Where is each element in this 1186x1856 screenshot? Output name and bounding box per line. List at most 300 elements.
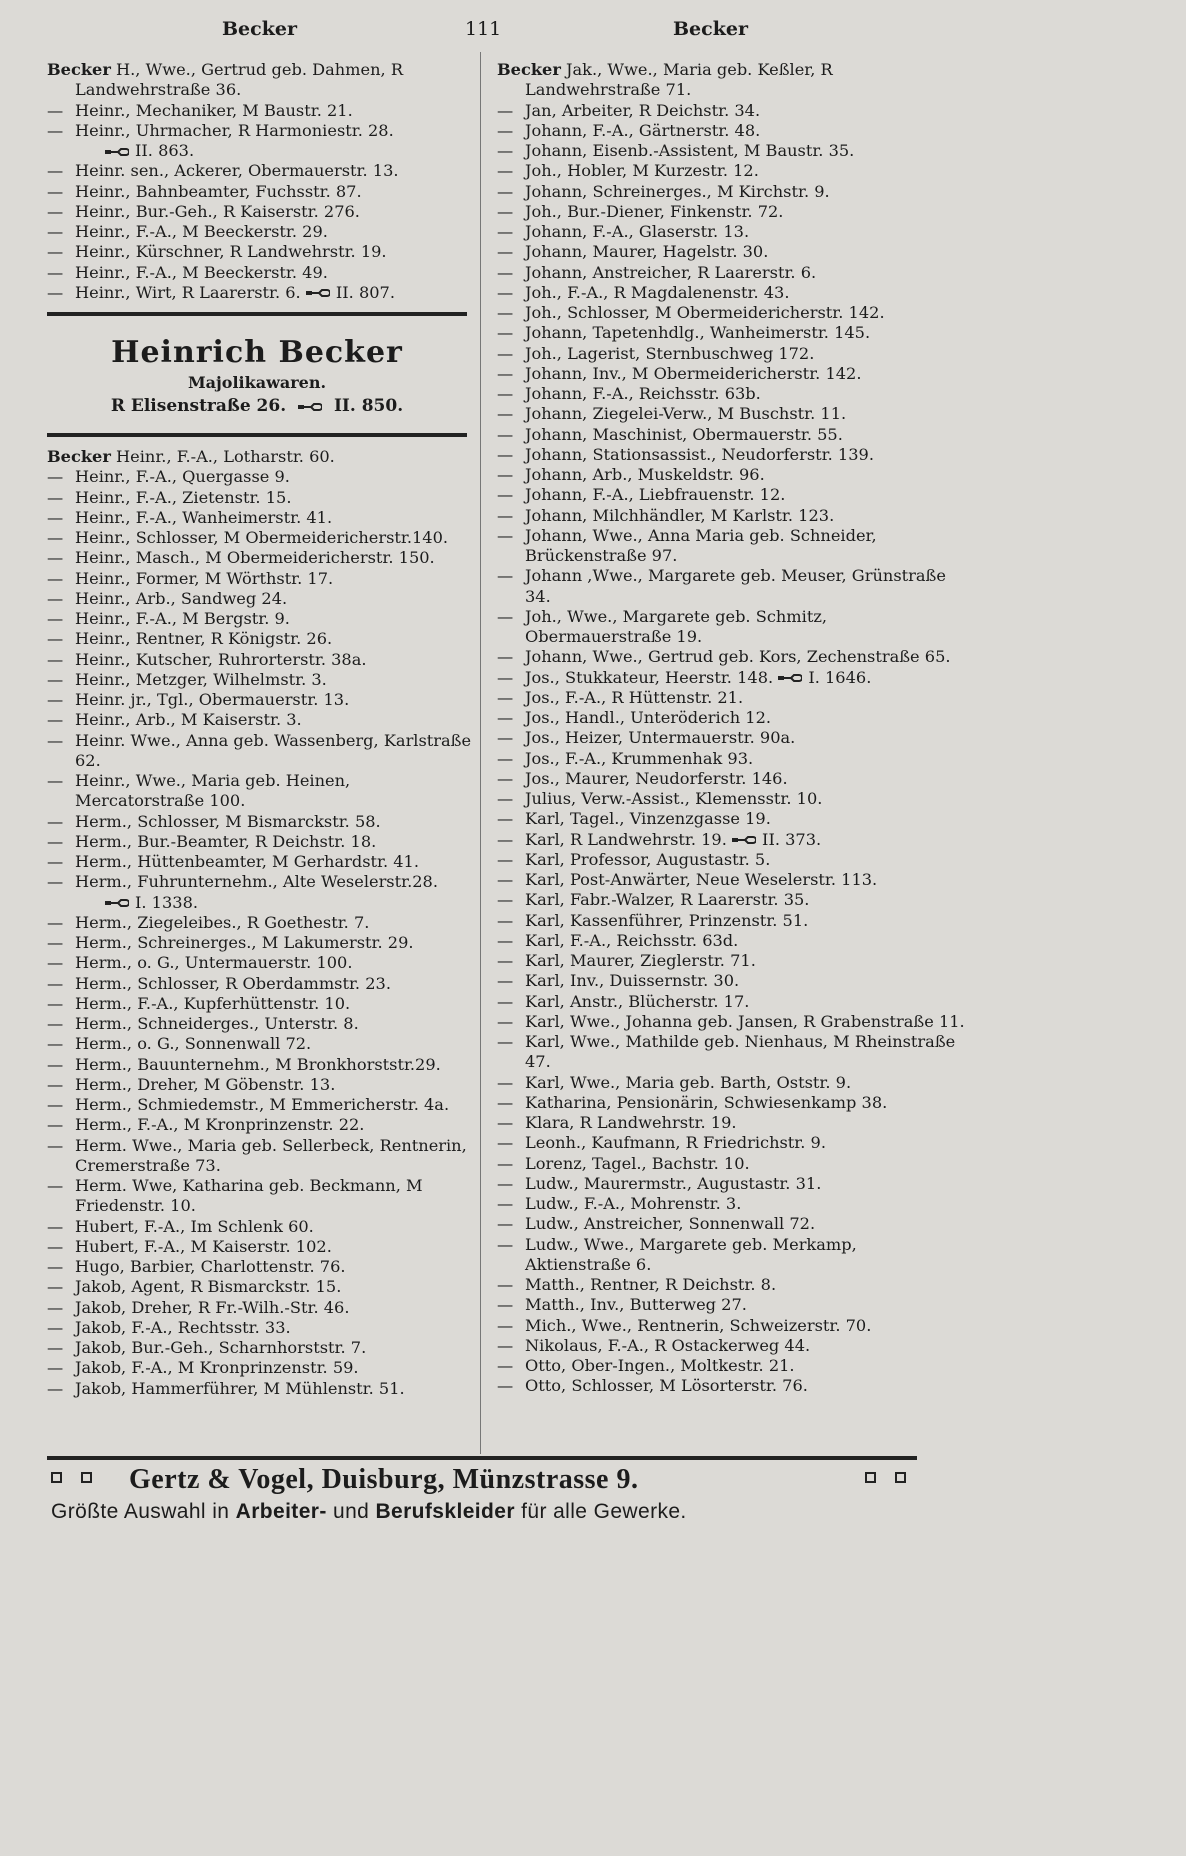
entry-text: Johann, Ziegelei-Verw., M Buschstr. 11. bbox=[525, 404, 847, 424]
entry-text: Karl, Inv., Duissernstr. 30. bbox=[525, 971, 740, 991]
entry-text: Karl, Wwe., Mathilde geb. Nienhaus, M Rheinstraße 47. bbox=[525, 1032, 956, 1072]
entry-text: Karl, Tagel., Vinzenzgasse 19. bbox=[525, 809, 771, 829]
entry-text: Herm., Hüttenbeamter, M Gerhardstr. 41. bbox=[75, 852, 420, 871]
entry-text: Matth., Rentner, R Deichstr. 8. bbox=[525, 1275, 777, 1294]
directory-entry bbox=[497, 1133, 967, 1153]
ditto-dash: — bbox=[497, 971, 514, 991]
directory-entry bbox=[47, 771, 472, 812]
entry-text: Johann, F.-A., Reichsstr. 63b. bbox=[525, 384, 761, 403]
directory-entry bbox=[47, 1217, 472, 1237]
ditto-dash: — bbox=[497, 424, 514, 444]
directory-entry bbox=[47, 690, 472, 710]
entry-text: Heinr. sen., Ackerer, Obermauerstr. 13. bbox=[75, 161, 399, 181]
directory-entry bbox=[497, 1174, 967, 1194]
ditto-dash: — bbox=[47, 1358, 64, 1378]
entry-text: Herm., Dreher, M Göbenstr. 13. bbox=[75, 1074, 336, 1094]
directory-entry bbox=[497, 1336, 967, 1356]
ditto-dash: — bbox=[497, 687, 514, 707]
entry-text: Karl, Professor, Augustastr. 5. bbox=[525, 849, 771, 869]
ditto-dash: — bbox=[497, 525, 514, 545]
entry-text: Johann, F.-A., Liebfrauenstr. 12. bbox=[525, 485, 786, 505]
directory-entry bbox=[47, 589, 472, 609]
entry-text: Johann, Maschinist, Obermauerstr. 55. bbox=[525, 424, 843, 444]
entry-text: Lorenz, Tagel., Bachstr. 10. bbox=[525, 1153, 750, 1173]
directory-entry bbox=[497, 404, 967, 424]
ditto-dash: — bbox=[47, 993, 64, 1013]
entry-text: Ludw., Wwe., Margarete geb. Merkamp, Aktienstraße 6. bbox=[525, 1234, 857, 1274]
slogan-part-2: und bbox=[326, 1500, 376, 1523]
ditto-dash: — bbox=[47, 852, 64, 871]
entry-text: Herm., F.-A., Kupferhüttenstr. 10. bbox=[75, 993, 351, 1013]
ditto-dash: — bbox=[497, 303, 514, 322]
ditto-dash: — bbox=[497, 1335, 514, 1355]
ditto-dash: — bbox=[47, 649, 64, 669]
ditto-dash: — bbox=[497, 404, 514, 424]
ditto-dash: — bbox=[497, 444, 514, 464]
directory-entry bbox=[47, 731, 472, 772]
square-ornament-icon bbox=[81, 1472, 92, 1483]
ditto-dash: — bbox=[497, 1376, 514, 1396]
directory-entry bbox=[497, 161, 967, 181]
ditto-dash: — bbox=[47, 1014, 64, 1033]
directory-entry bbox=[497, 121, 967, 141]
entry-text: Jakob, Agent, R Bismarckstr. 15. bbox=[75, 1277, 342, 1297]
entry-text: Jakob, Dreher, R Fr.-Wilh.-Str. 46. bbox=[75, 1297, 350, 1317]
directory-entry bbox=[497, 182, 967, 202]
directory-entry bbox=[47, 488, 472, 508]
directory-entry bbox=[497, 263, 967, 283]
directory-entry bbox=[47, 1358, 472, 1378]
entry-text: Otto, Schlosser, M Lösorterstr. 76. bbox=[525, 1376, 808, 1396]
ditto-dash: — bbox=[497, 242, 514, 262]
entry-text: Joh., Bur.-Diener, Finkenstr. 72. bbox=[525, 201, 784, 221]
ditto-dash: — bbox=[47, 730, 64, 750]
directory-entry bbox=[47, 1318, 472, 1338]
entry-text: Herm., Bur.-Beamter, R Deichstr. 18. bbox=[75, 831, 377, 851]
ditto-dash: — bbox=[47, 872, 64, 892]
phone-number: II. 863. bbox=[135, 141, 195, 160]
directory-entry bbox=[47, 1115, 472, 1135]
directory-entry bbox=[497, 344, 967, 364]
ditto-dash: — bbox=[497, 1315, 514, 1335]
ditto-dash: — bbox=[497, 465, 514, 484]
directory-entry bbox=[497, 1295, 967, 1315]
directory-entry bbox=[47, 1277, 472, 1297]
directory-entry bbox=[497, 1316, 967, 1336]
ditto-dash: — bbox=[47, 181, 64, 201]
directory-entry bbox=[497, 1073, 967, 1093]
entry-text: Jos., Maurer, Neudorferstr. 146. bbox=[525, 768, 788, 788]
ad-address-line bbox=[47, 394, 467, 418]
ditto-dash: — bbox=[47, 912, 64, 932]
entry-text: Matth., Inv., Butterweg 27. bbox=[525, 1295, 747, 1315]
ditto-dash: — bbox=[497, 768, 514, 788]
entry-text: Johann, Arb., Muskeldstr. 96. bbox=[525, 465, 765, 484]
directory-entry bbox=[497, 222, 967, 242]
right-entries bbox=[497, 60, 967, 1397]
ditto-dash: — bbox=[497, 120, 514, 140]
ditto-dash: — bbox=[497, 1032, 514, 1051]
ditto-dash: — bbox=[497, 485, 514, 505]
entry-text: Ludw., Anstreicher, Sonnenwall 72. bbox=[525, 1214, 816, 1234]
phone-number-line bbox=[47, 893, 472, 913]
right-column bbox=[497, 60, 967, 1397]
ditto-dash: — bbox=[497, 647, 514, 667]
entry-text: Heinr., Metzger, Wilhelmstr. 3. bbox=[75, 669, 327, 689]
directory-entry bbox=[497, 526, 967, 567]
ad-address: R Elisenstraße 26. bbox=[110, 396, 287, 416]
ditto-dash: — bbox=[47, 1216, 64, 1236]
directory-entry bbox=[497, 242, 967, 262]
entry-text: Heinr., Bur.-Geh., R Kaiserstr. 276. bbox=[75, 201, 360, 221]
directory-entry bbox=[497, 1235, 967, 1276]
entry-text: Johann, Maurer, Hagelstr. 30. bbox=[525, 242, 769, 262]
entry-text: Heinr., F.-A., Lotharstr. 60. bbox=[116, 447, 335, 466]
ditto-dash: — bbox=[497, 708, 514, 727]
directory-entry bbox=[47, 629, 472, 649]
ditto-dash: — bbox=[497, 1356, 514, 1375]
entry-text: Karl, F.-A., Reichsstr. 63d. bbox=[525, 930, 739, 950]
left-entries-top bbox=[47, 60, 472, 303]
entry-text: Hugo, Barbier, Charlottenstr. 76. bbox=[75, 1257, 346, 1276]
directory-entry bbox=[47, 242, 472, 262]
entry-text: Heinr., Wwe., Maria geb. Heinen, Mercatorstraße 100. bbox=[75, 771, 351, 811]
directory-entry bbox=[47, 1237, 472, 1257]
ditto-dash: — bbox=[47, 100, 64, 120]
entry-text: Herm., Bauunternehm., M Bronkhorststr.29. bbox=[75, 1054, 441, 1074]
entry-text: Herm., Schlosser, R Oberdammstr. 23. bbox=[75, 973, 391, 993]
directory-entry bbox=[47, 263, 472, 283]
entry-text: Karl, Fabr.-Walzer, R Laarerstr. 35. bbox=[525, 890, 810, 910]
entry-text: Herm., o. G., Untermauerstr. 100. bbox=[75, 953, 353, 973]
ditto-dash: — bbox=[497, 384, 514, 403]
ditto-dash: — bbox=[497, 1194, 514, 1213]
directory-entry bbox=[497, 749, 967, 769]
entry-text: Johann, Wwe., Anna Maria geb. Schneider, Brückenstraße 97. bbox=[525, 525, 877, 565]
entry-text: Heinr., Mechaniker, M Baustr. 21. bbox=[75, 100, 353, 120]
directory-entry bbox=[497, 303, 967, 323]
directory-entry bbox=[497, 607, 967, 648]
ditto-dash: — bbox=[497, 667, 514, 687]
ditto-dash: — bbox=[47, 588, 64, 608]
ditto-dash: — bbox=[47, 548, 64, 568]
entry-text: Heinr., Masch., M Obermeidericherstr. 150. bbox=[75, 548, 435, 568]
directory-entry bbox=[47, 1095, 472, 1115]
phone-number-line bbox=[47, 141, 472, 161]
entry-text: Otto, Ober-Ingen., Moltkestr. 21. bbox=[525, 1356, 795, 1375]
ditto-dash: — bbox=[47, 629, 64, 649]
ditto-dash: — bbox=[47, 953, 64, 973]
directory-entry bbox=[47, 812, 472, 832]
ditto-dash: — bbox=[497, 1113, 514, 1132]
entry-text: Heinr., Former, M Wörthstr. 17. bbox=[75, 568, 334, 588]
entry-text: Herm., Schreinerges., M Lakumerstr. 29. bbox=[75, 933, 414, 952]
left-entries-bottom bbox=[47, 447, 472, 1399]
ditto-dash: — bbox=[47, 690, 64, 709]
directory-entry bbox=[47, 548, 472, 568]
directory-entry bbox=[497, 364, 967, 384]
phone-number: I. 1338. bbox=[135, 892, 199, 912]
ad-business: Majolikawaren. bbox=[187, 373, 327, 392]
entry-text: Johann, Wwe., Gertrud geb. Kors, Zechenstraße 65. bbox=[525, 647, 951, 667]
directory-entry bbox=[497, 445, 967, 465]
entry-text: Heinr., Wirt, R Laarerstr. 6. bbox=[75, 282, 301, 302]
directory-entry bbox=[497, 992, 967, 1012]
directory-entry bbox=[497, 789, 967, 809]
ditto-dash: — bbox=[497, 1092, 514, 1112]
phone-number: II. 807. bbox=[335, 282, 395, 302]
directory-entry bbox=[47, 852, 472, 872]
directory-entry bbox=[497, 1356, 967, 1376]
entry-text: Jak., Wwe., Maria geb. Keßler, R Landwehrstraße 71. bbox=[525, 60, 833, 100]
ditto-dash: — bbox=[47, 282, 64, 302]
ditto-dash: — bbox=[497, 1153, 514, 1173]
page-header bbox=[0, 18, 1002, 46]
directory-entry bbox=[497, 708, 967, 728]
entry-text: Johann, Anstreicher, R Laarerstr. 6. bbox=[525, 262, 817, 282]
entry-text: Herm., Schmiedemstr., M Emmericherstr. 4a. bbox=[75, 1095, 450, 1114]
directory-entry bbox=[497, 384, 967, 404]
ditto-dash: — bbox=[47, 1277, 64, 1297]
ditto-dash: — bbox=[497, 829, 514, 849]
ditto-dash: — bbox=[47, 222, 64, 241]
entry-text: Jos., F.-A., R Hüttenstr. 21. bbox=[525, 687, 744, 707]
ditto-dash: — bbox=[47, 831, 64, 851]
directory-entry bbox=[47, 182, 472, 202]
entry-text: Hubert, F.-A., Im Schlenk 60. bbox=[75, 1216, 314, 1236]
entry-text: Heinr., Rentner, R Königstr. 26. bbox=[75, 629, 333, 649]
directory-entry bbox=[47, 609, 472, 629]
directory-entry bbox=[497, 1093, 967, 1113]
ditto-dash: — bbox=[47, 1115, 64, 1135]
ditto-dash: — bbox=[47, 161, 64, 181]
directory-entry bbox=[47, 913, 472, 933]
entry-text: Johann, Inv., M Obermeidericherstr. 142. bbox=[525, 363, 862, 383]
entry-text: Nikolaus, F.-A., R Ostackerweg 44. bbox=[525, 1335, 811, 1355]
entry-text: Jos., Handl., Unteröderich 12. bbox=[525, 708, 772, 727]
entry-text: Mich., Wwe., Rentnerin, Schweizerstr. 70. bbox=[525, 1315, 872, 1335]
directory-entry bbox=[47, 528, 472, 548]
ditto-dash: — bbox=[497, 161, 514, 181]
directory-entry bbox=[497, 971, 967, 991]
ditto-dash: — bbox=[497, 262, 514, 282]
slogan-bold-1: Arbeiter- bbox=[235, 1500, 327, 1523]
directory-entry bbox=[497, 566, 967, 607]
ditto-dash: — bbox=[497, 1234, 514, 1254]
ditto-dash: — bbox=[497, 1214, 514, 1234]
entry-text: Johann, F.-A., Gärtnerstr. 48. bbox=[525, 120, 761, 140]
directory-entry bbox=[497, 283, 967, 303]
directory-entry bbox=[47, 569, 472, 589]
ditto-dash: — bbox=[47, 467, 64, 487]
entry-text: Joh., Lagerist, Sternbuschweg 172. bbox=[525, 343, 815, 363]
entry-surname: Becker bbox=[497, 60, 561, 79]
entry-text: Heinr., Arb., M Kaiserstr. 3. bbox=[75, 710, 302, 730]
entry-text: Leonh., Kaufmann, R Friedrichstr. 9. bbox=[525, 1133, 827, 1153]
entry-text: Johann, Tapetenhdlg., Wanheimerstr. 145. bbox=[525, 323, 871, 343]
directory-entry bbox=[497, 101, 967, 121]
ditto-dash: — bbox=[47, 1338, 64, 1357]
directory-entry bbox=[47, 710, 472, 730]
ditto-dash: — bbox=[47, 609, 64, 628]
directory-entry bbox=[497, 1113, 967, 1133]
ditto-dash: — bbox=[47, 1095, 64, 1114]
entry-text: Heinr., F.-A., M Beeckerstr. 29. bbox=[75, 222, 328, 241]
directory-entry bbox=[497, 809, 967, 829]
directory-entry bbox=[47, 650, 472, 670]
directory-entry bbox=[497, 141, 967, 161]
directory-entry bbox=[497, 485, 967, 505]
directory-entry bbox=[497, 769, 967, 789]
directory-entry bbox=[47, 60, 472, 101]
ad-phone: II. 850. bbox=[333, 396, 404, 416]
ditto-dash: — bbox=[47, 1257, 64, 1276]
directory-entry bbox=[47, 1257, 472, 1277]
entry-text: Karl, Kassenführer, Prinzenstr. 51. bbox=[525, 910, 809, 930]
entry-text: Heinr. Wwe., Anna geb. Wassenberg, Karlstraße 62. bbox=[75, 730, 472, 770]
ditto-dash: — bbox=[47, 201, 64, 221]
ditto-dash: — bbox=[47, 771, 64, 790]
footer-rule bbox=[47, 1456, 917, 1460]
ditto-dash: — bbox=[47, 487, 64, 507]
entry-text: Karl, Wwe., Johanna geb. Jansen, R Grabenstraße 11. bbox=[525, 1011, 965, 1031]
slogan-bold-2: Berufskleider bbox=[375, 1500, 515, 1523]
entry-text: Heinr., F.-A., Wanheimerstr. 41. bbox=[75, 507, 333, 527]
ditto-dash: — bbox=[47, 120, 64, 140]
ditto-dash: — bbox=[497, 809, 514, 829]
directory-entry bbox=[497, 1214, 967, 1234]
directory-entry bbox=[47, 283, 472, 303]
header-left-surname: Becker bbox=[222, 18, 297, 40]
directory-entry bbox=[497, 1194, 967, 1214]
footer-company: Gertz & Vogel, Duisburg, Münzstrasse 9. bbox=[129, 1464, 639, 1495]
entry-text: Heinr., Bahnbeamter, Fuchsstr. 87. bbox=[75, 181, 362, 201]
directory-entry bbox=[47, 447, 472, 467]
entry-text: Jakob, Bur.-Geh., Scharnhorststr. 7. bbox=[75, 1338, 367, 1357]
ditto-dash: — bbox=[497, 343, 514, 363]
entry-text: Johann, Schreinerges., M Kirchstr. 9. bbox=[525, 181, 830, 201]
entry-text: Karl, R Landwehrstr. 19. bbox=[525, 829, 727, 849]
entry-surname: Becker bbox=[47, 60, 111, 79]
directory-entry bbox=[497, 323, 967, 343]
ditto-dash: — bbox=[497, 951, 514, 970]
telephone-hand-icon bbox=[778, 673, 802, 683]
ditto-dash: — bbox=[47, 710, 64, 730]
entry-text: Karl, Post-Anwärter, Neue Weselerstr. 113. bbox=[525, 870, 878, 889]
telephone-hand-icon bbox=[306, 288, 330, 298]
directory-entry bbox=[47, 1075, 472, 1095]
telephone-hand-icon bbox=[732, 835, 756, 845]
directory-entry bbox=[47, 933, 472, 953]
entry-text: Heinr., Kutscher, Ruhrorterstr. 38a. bbox=[75, 649, 367, 669]
entry-text: Heinr., F.-A., Quergasse 9. bbox=[75, 467, 290, 487]
directory-entry bbox=[497, 951, 967, 971]
directory-entry bbox=[47, 953, 472, 973]
directory-entry bbox=[497, 830, 967, 850]
ditto-dash: — bbox=[497, 1173, 514, 1193]
entry-text: Joh., Wwe., Margarete geb. Schmitz, Obermauerstraße 19. bbox=[525, 606, 828, 646]
ditto-dash: — bbox=[497, 930, 514, 950]
header-right-surname: Becker bbox=[673, 18, 748, 40]
entry-text: Heinr. jr., Tgl., Obermauerstr. 13. bbox=[75, 690, 350, 709]
entry-text: Jakob, F.-A., Rechtsstr. 33. bbox=[75, 1317, 291, 1337]
ditto-dash: — bbox=[497, 728, 514, 748]
ditto-dash: — bbox=[497, 363, 514, 383]
entry-text: Johann, Stationsassist., Neudorferstr. 139. bbox=[525, 444, 874, 464]
ditto-dash: — bbox=[497, 748, 514, 768]
directory-entry bbox=[47, 121, 472, 141]
entry-text: Herm., o. G., Sonnenwall 72. bbox=[75, 1034, 312, 1054]
phone-number: II. 373. bbox=[762, 829, 822, 849]
telephone-hand-icon bbox=[105, 147, 129, 157]
entry-text: Johann ,Wwe., Margarete geb. Meuser, Grünstraße 34. bbox=[525, 566, 946, 606]
ditto-dash: — bbox=[497, 141, 514, 160]
directory-entry bbox=[497, 647, 967, 667]
directory-entry bbox=[47, 872, 472, 892]
ditto-dash: — bbox=[47, 669, 64, 689]
ditto-dash: — bbox=[497, 991, 514, 1011]
footer-slogan bbox=[51, 1498, 921, 1526]
directory-entry bbox=[47, 1136, 472, 1177]
entry-text: Herm. Wwe, Katharina geb. Beckmann, M Friedenstr. 10. bbox=[75, 1176, 423, 1216]
ditto-dash: — bbox=[47, 1074, 64, 1094]
ditto-dash: — bbox=[497, 1072, 514, 1092]
entry-surname: Becker bbox=[47, 447, 111, 466]
directory-entry bbox=[497, 1032, 967, 1073]
entry-text: Heinr., Schlosser, M Obermeidericherstr.140. bbox=[75, 528, 449, 547]
ditto-dash: — bbox=[47, 973, 64, 993]
entry-text: Herm., Schneiderges., Unterstr. 8. bbox=[75, 1014, 359, 1033]
slogan-part-1: Größte Auswahl in bbox=[51, 1500, 236, 1523]
square-ornament-icon bbox=[895, 1472, 906, 1483]
ditto-dash: — bbox=[497, 849, 514, 869]
ditto-dash: — bbox=[47, 568, 64, 588]
ditto-dash: — bbox=[47, 811, 64, 831]
ditto-dash: — bbox=[497, 870, 514, 889]
square-ornament-icon bbox=[865, 1472, 876, 1483]
ad-top-rule bbox=[47, 312, 467, 316]
entry-text: Johann, F.-A., Glaserstr. 13. bbox=[525, 222, 750, 241]
entry-text: Jos., F.-A., Krummenhak 93. bbox=[525, 748, 754, 768]
entry-text: Joh., F.-A., R Magdalenenstr. 43. bbox=[525, 282, 790, 302]
directory-entry bbox=[47, 1176, 472, 1217]
directory-entry bbox=[497, 890, 967, 910]
directory-entry bbox=[497, 688, 967, 708]
entry-text: Heinr., F.-A., M Bergstr. 9. bbox=[75, 609, 290, 628]
directory-entry bbox=[497, 425, 967, 445]
directory-entry bbox=[497, 668, 967, 688]
entry-text: Herm., F.-A., M Kronprinzenstr. 22. bbox=[75, 1115, 365, 1135]
directory-entry bbox=[497, 202, 967, 222]
footer-advert bbox=[47, 1462, 917, 1498]
ditto-dash: — bbox=[497, 505, 514, 525]
ditto-dash: — bbox=[47, 1054, 64, 1074]
directory-entry bbox=[47, 101, 472, 121]
ditto-dash: — bbox=[47, 1378, 64, 1398]
entry-text: Ludw., F.-A., Mohrenstr. 3. bbox=[525, 1194, 742, 1213]
entry-text: Herm. Wwe., Maria geb. Sellerbeck, Rentnerin, Cremerstraße 73. bbox=[75, 1135, 467, 1175]
ad-bottom-rule bbox=[47, 433, 467, 437]
entry-text: Jos., Stukkateur, Heerstr. 148. bbox=[525, 667, 774, 687]
slogan-part-3: für alle Gewerke. bbox=[514, 1500, 687, 1523]
ditto-dash: — bbox=[47, 1135, 64, 1155]
entry-text: Ludw., Maurermstr., Augustastr. 31. bbox=[525, 1173, 822, 1193]
square-ornament-icon bbox=[51, 1472, 62, 1483]
entry-text: Klara, R Landwehrstr. 19. bbox=[525, 1113, 737, 1132]
ditto-dash: — bbox=[497, 222, 514, 241]
entry-text: Katharina, Pensionärin, Schwiesenkamp 38. bbox=[525, 1092, 888, 1112]
ditto-dash: — bbox=[47, 507, 64, 527]
